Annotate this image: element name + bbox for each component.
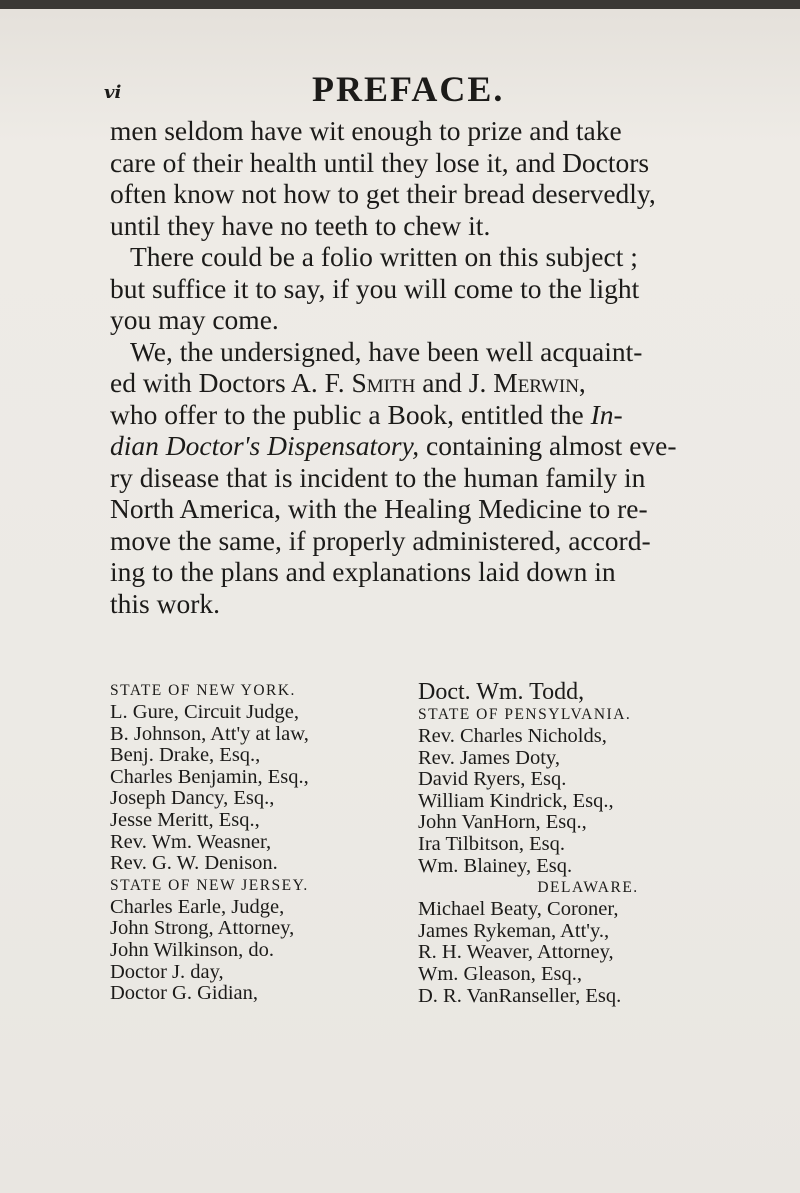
state-heading-pennsylvania: STATE OF PENSYLVANIA. xyxy=(418,706,632,723)
state-heading-new-york: STATE OF NEW YORK. xyxy=(110,682,296,699)
signatory-name: Wm. Blainey, Esq. xyxy=(418,854,573,877)
doctor-name-smith: Smith xyxy=(351,367,416,398)
signatory-name: Jesse Meritt, Esq., xyxy=(110,808,260,831)
text-line: ing to the plans and explanations laid down in xyxy=(110,556,616,587)
signatory-name: Charles Benjamin, Esq., xyxy=(110,765,309,788)
signatories-right-column xyxy=(418,680,798,1007)
signatories-left-column xyxy=(110,680,450,1005)
text-line xyxy=(110,367,790,399)
signatory-name: Rev. Wm. Weasner, xyxy=(110,830,272,853)
signatory-name: Benj. Drake, Esq., xyxy=(110,744,261,767)
book-title: dian Doctor's Dispensatory, xyxy=(110,430,420,461)
signatory-name: Rev. Charles Nicholds, xyxy=(418,725,607,747)
running-header xyxy=(104,68,704,114)
signatory-name: John VanHorn, Esq., xyxy=(418,811,587,834)
text-line: you may come. xyxy=(110,304,279,335)
page-title: PREFACE. xyxy=(312,69,505,109)
signatory-name: R. H. Weaver, Attorney, xyxy=(418,941,614,964)
paragraph-3 xyxy=(110,336,790,620)
signatory-name: John Strong, Attorney, xyxy=(110,917,295,940)
text-line: but suffice it to say, if you will come to the light xyxy=(110,272,640,304)
text-run: containing almost eve- xyxy=(426,430,677,461)
page-edge xyxy=(0,0,800,9)
signatory-name: John Wilkinson, do. xyxy=(110,938,274,961)
signatory-name: Rev. G. W. Denison. xyxy=(110,852,278,875)
text-line: care of their health until they lose it, and Doctors xyxy=(110,146,650,178)
signatory-name: James Rykeman, Att'y., xyxy=(418,919,610,942)
signatory-name: Rev. James Doty, xyxy=(418,746,560,769)
doctor-name-merwin: Merwin, xyxy=(493,367,586,398)
text-line: North America, with the Healing Medicine to re- xyxy=(110,493,648,524)
paragraph-1 xyxy=(110,115,790,241)
text-line xyxy=(110,399,790,431)
page-number: vi xyxy=(104,82,122,103)
text-line: this work. xyxy=(110,587,220,619)
signatory-name: Ira Tilbitson, Esq. xyxy=(418,832,565,855)
signatory-name: Charles Earle, Judge, xyxy=(110,895,285,918)
signatory-name: Doctor G. Gidian, xyxy=(110,982,259,1005)
state-heading-new-jersey: STATE OF NEW JERSEY. xyxy=(110,876,309,894)
text-line: There could be a folio written on this subject ; xyxy=(130,241,638,272)
signatory-name: D. R. VanRanseller, Esq. xyxy=(418,984,622,1007)
signatory-name: L. Gure, Circuit Judge, xyxy=(110,701,300,723)
text-line: men seldom have wit enough to prize and take xyxy=(110,115,622,146)
signatory-name: Wm. Gleason, Esq., xyxy=(418,962,582,985)
book-title: In- xyxy=(590,398,623,430)
preface-text xyxy=(110,115,790,619)
text-line: ry disease that is incident to the human family in xyxy=(110,461,646,493)
state-heading-delaware: DELAWARE. xyxy=(537,879,639,897)
text-line xyxy=(110,430,790,462)
signatory-name: Doct. Wm. Todd, xyxy=(418,679,585,705)
signatory-name: Joseph Dancy, Esq., xyxy=(110,787,275,810)
signatory-name: B. Johnson, Att'y at law, xyxy=(110,722,309,745)
paragraph-2 xyxy=(110,241,790,336)
text-run: and J. xyxy=(422,367,487,398)
text-line: until they have no teeth to chew it. xyxy=(110,209,491,241)
signatory-name: Michael Beaty, Coroner, xyxy=(418,898,619,921)
signatory-name: David Ryers, Esq. xyxy=(418,768,567,791)
text-line: We, the undersigned, have been well acquaint- xyxy=(130,335,643,367)
text-line: move the same, if properly administered, accord- xyxy=(110,524,651,556)
text-run: who offer to the public a Book, entitled the xyxy=(110,398,584,430)
text-line: often know not how to get their bread deservedly, xyxy=(110,178,656,209)
text-run: ed with Doctors A. F. xyxy=(110,367,345,398)
signatory-name: William Kindrick, Esq., xyxy=(418,789,614,812)
signatory-name: Doctor J. day, xyxy=(110,960,224,983)
